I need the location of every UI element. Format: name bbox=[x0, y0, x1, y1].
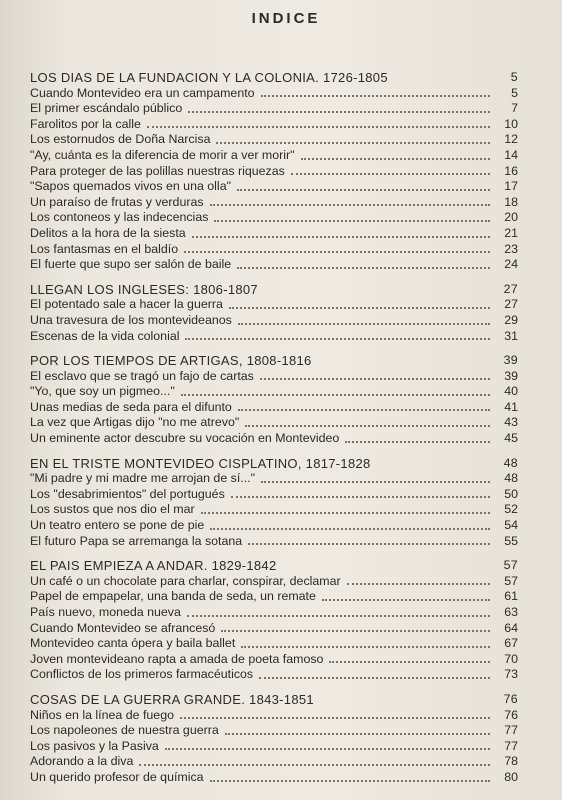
toc-entry-page-number: 50 bbox=[504, 486, 518, 501]
dot-leader bbox=[184, 251, 490, 253]
dot-leader bbox=[238, 409, 490, 411]
toc-section bbox=[30, 282, 518, 344]
toc-entry-page-number: 80 bbox=[504, 769, 518, 784]
toc-entry bbox=[30, 605, 518, 621]
toc-entry-title: "Sapos quemados vivos en una olla" bbox=[30, 179, 231, 194]
toc-entry-page-number: 64 bbox=[504, 620, 518, 635]
dot-leader bbox=[347, 583, 490, 585]
dot-leader bbox=[185, 338, 490, 340]
toc-entry bbox=[30, 636, 518, 652]
toc-entry-page-number: 24 bbox=[504, 257, 518, 272]
toc-entry bbox=[30, 86, 518, 102]
toc-entry-title: Adorando a la diva bbox=[30, 754, 134, 769]
toc-entry-page-number: 18 bbox=[504, 194, 518, 209]
dot-leader bbox=[322, 599, 490, 601]
toc-entry bbox=[30, 708, 518, 724]
section-heading bbox=[30, 353, 518, 369]
dot-leader bbox=[147, 126, 490, 128]
dot-leader bbox=[210, 204, 490, 206]
toc-entry-page-number: 43 bbox=[504, 415, 518, 430]
dot-leader bbox=[245, 425, 490, 427]
toc-section bbox=[30, 558, 518, 683]
toc-entry bbox=[30, 242, 518, 258]
toc-entry-title: Cuando Montevideo se afrancesó bbox=[30, 620, 216, 635]
toc-entry-page-number: 48 bbox=[504, 471, 518, 486]
toc-entry-page-number: 23 bbox=[504, 241, 518, 256]
toc-entry bbox=[30, 329, 518, 345]
toc-entry bbox=[30, 723, 518, 739]
toc-entry-title: Montevideo canta ópera y baila ballet bbox=[30, 636, 236, 651]
toc-entry-title: Una travesura de los montevideanos bbox=[30, 312, 232, 327]
toc-entry-title: La vez que Artigas dijo "no me atrevo" bbox=[30, 415, 240, 430]
section-heading-page-number: 76 bbox=[503, 691, 518, 706]
toc-entry bbox=[30, 179, 518, 195]
toc-entry-page-number: 70 bbox=[504, 651, 518, 666]
toc-entry bbox=[30, 132, 518, 148]
toc-entry-title: Cuando Montevideo era un campamento bbox=[30, 85, 255, 100]
section-heading-page-number: 27 bbox=[503, 281, 518, 296]
dot-leader bbox=[259, 677, 490, 679]
toc-entry bbox=[30, 502, 518, 518]
toc-entry-page-number: 17 bbox=[504, 179, 518, 194]
dot-leader bbox=[229, 307, 490, 309]
toc-entry-title: Los pasivos y la Pasiva bbox=[30, 738, 159, 753]
toc-entry-title: "Yo, que soy un pigmeo..." bbox=[30, 384, 175, 399]
toc-entry bbox=[30, 487, 518, 503]
toc-entry-page-number: 31 bbox=[504, 328, 518, 343]
page-title: INDICE bbox=[251, 10, 321, 27]
table-of-contents bbox=[30, 70, 518, 786]
toc-entry-page-number: 57 bbox=[504, 573, 518, 588]
toc-entry bbox=[30, 148, 518, 164]
toc-entry-page-number: 39 bbox=[504, 368, 518, 383]
section-heading-title: LOS DIAS DE LA FUNDACION Y LA COLONIA. 1726-1805 bbox=[30, 70, 388, 85]
toc-entry-title: Los fantasmas en el baldío bbox=[30, 241, 179, 256]
toc-entry-title: El primer escándalo público bbox=[30, 101, 183, 116]
toc-entry-title: Un teatro entero se pone de pie bbox=[30, 518, 205, 533]
section-heading-page-number: 48 bbox=[503, 455, 518, 470]
dot-leader bbox=[261, 481, 490, 483]
toc-entry bbox=[30, 384, 518, 400]
toc-entry-title: País nuevo, moneda nueva bbox=[30, 605, 181, 619]
toc-entry-page-number: 77 bbox=[504, 723, 518, 738]
toc-entry bbox=[30, 101, 518, 117]
dot-leader bbox=[248, 543, 490, 545]
toc-entry-title: Papel de empapelar, una banda de seda, un remate bbox=[30, 589, 316, 604]
toc-entry bbox=[30, 257, 518, 273]
toc-entry-title: Los estornudos de Doña Narcisa bbox=[30, 132, 211, 147]
toc-section bbox=[30, 692, 518, 786]
toc-entry-title: Un eminente actor descubre su vocación en Montevideo bbox=[30, 431, 340, 446]
section-heading bbox=[30, 282, 518, 298]
section-heading-title: EL PAIS EMPIEZA A ANDAR. 1829-1842 bbox=[30, 558, 277, 574]
toc-entry bbox=[30, 518, 518, 534]
dot-leader bbox=[139, 764, 490, 766]
toc-entry-title: Un café o un chocolate para charlar, conspirar, declamar bbox=[30, 573, 341, 588]
toc-entry-page-number: 52 bbox=[504, 502, 518, 517]
toc-entry-page-number: 54 bbox=[504, 518, 518, 533]
toc-entry-page-number: 20 bbox=[504, 210, 518, 225]
toc-entry bbox=[30, 415, 518, 431]
toc-entry bbox=[30, 431, 518, 447]
section-heading-title: POR LOS TIEMPOS DE ARTIGAS, 1808-1816 bbox=[30, 353, 312, 369]
toc-entry-title: Joven montevideano rapta a amada de poeta famoso bbox=[30, 651, 324, 666]
dot-leader bbox=[210, 780, 490, 782]
toc-entry-page-number: 27 bbox=[504, 297, 518, 312]
toc-entry bbox=[30, 195, 518, 211]
toc-section bbox=[30, 70, 518, 273]
section-heading-page-number: 5 bbox=[510, 70, 518, 84]
toc-entry bbox=[30, 534, 518, 550]
section-heading bbox=[30, 558, 518, 574]
toc-entry-page-number: 10 bbox=[504, 116, 518, 131]
dot-leader bbox=[192, 236, 490, 238]
toc-entry bbox=[30, 297, 518, 313]
dot-leader bbox=[165, 748, 490, 750]
toc-entry-title: El futuro Papa se arremanga la sotana bbox=[30, 533, 243, 548]
toc-entry-title: Los sustos que nos dio el mar bbox=[30, 502, 195, 517]
dot-leader bbox=[181, 394, 490, 396]
toc-entry-title: Unas medias de seda para el difunto bbox=[30, 399, 232, 414]
dot-leader bbox=[260, 378, 490, 380]
toc-entry bbox=[30, 770, 518, 786]
toc-entry bbox=[30, 313, 518, 329]
toc-entry bbox=[30, 621, 518, 637]
dot-leader bbox=[345, 441, 490, 443]
toc-entry-page-number: 14 bbox=[504, 147, 518, 162]
toc-entry-page-number: 63 bbox=[504, 605, 518, 619]
dot-leader bbox=[216, 142, 490, 144]
toc-entry bbox=[30, 400, 518, 416]
toc-entry-title: Escenas de la vida colonial bbox=[30, 328, 180, 343]
toc-section bbox=[30, 456, 518, 550]
section-heading-title: LLEGAN LOS INGLESES: 1806-1807 bbox=[30, 281, 258, 297]
dot-leader bbox=[180, 717, 490, 719]
toc-entry-title: Un querido profesor de química bbox=[30, 769, 204, 784]
toc-entry-page-number: 78 bbox=[504, 754, 518, 769]
toc-entry-title: Los napoleones de nuestra guerra bbox=[30, 723, 219, 738]
toc-entry-page-number: 61 bbox=[504, 589, 518, 604]
toc-entry-page-number: 77 bbox=[504, 738, 518, 753]
toc-entry bbox=[30, 210, 518, 226]
toc-entry-title: Farolitos por la calle bbox=[30, 116, 141, 131]
section-heading bbox=[30, 692, 518, 708]
toc-entry-title: El fuerte que supo ser salón de baile bbox=[30, 257, 232, 272]
toc-entry bbox=[30, 226, 518, 242]
toc-entry-page-number: 67 bbox=[504, 636, 518, 651]
toc-entry-page-number: 5 bbox=[511, 85, 518, 100]
dot-leader bbox=[301, 158, 490, 160]
toc-entry-title: Niños en la línea de fuego bbox=[30, 707, 174, 722]
toc-entry-page-number: 55 bbox=[504, 533, 518, 548]
toc-entry-page-number: 16 bbox=[504, 163, 518, 178]
toc-entry bbox=[30, 754, 518, 770]
toc-entry-title: Para proteger de las polillas nuestras riquezas bbox=[30, 163, 285, 178]
toc-entry-page-number: 45 bbox=[504, 431, 518, 446]
dot-leader bbox=[214, 220, 490, 222]
dot-leader bbox=[329, 661, 490, 663]
dot-leader bbox=[238, 323, 490, 325]
dot-leader bbox=[241, 646, 490, 648]
toc-entry-page-number: 76 bbox=[504, 707, 518, 722]
toc-entry-title: Los contoneos y las indecencias bbox=[30, 210, 209, 225]
toc-entry bbox=[30, 471, 518, 487]
toc-entry bbox=[30, 589, 518, 605]
toc-entry-title: Un paraíso de frutas y verduras bbox=[30, 194, 204, 209]
toc-entry bbox=[30, 739, 518, 755]
dot-leader bbox=[221, 630, 490, 632]
dot-leader bbox=[225, 733, 490, 735]
dot-leader bbox=[237, 189, 490, 191]
toc-entry-page-number: 7 bbox=[511, 101, 518, 116]
dot-leader bbox=[237, 267, 490, 269]
dot-leader bbox=[210, 528, 490, 530]
dot-leader bbox=[187, 615, 490, 617]
toc-entry bbox=[30, 164, 518, 180]
section-heading-title: EN EL TRISTE MONTEVIDEO CISPLATINO, 1817-1828 bbox=[30, 455, 371, 471]
toc-entry-page-number: 73 bbox=[504, 667, 518, 682]
dot-leader bbox=[261, 95, 490, 97]
toc-entry bbox=[30, 369, 518, 385]
toc-entry bbox=[30, 574, 518, 590]
toc-entry-title: Delitos a la hora de la siesta bbox=[30, 225, 186, 240]
dot-leader bbox=[188, 111, 490, 113]
toc-section bbox=[30, 353, 518, 447]
dot-leader bbox=[291, 173, 490, 175]
toc-entry-title: El potentado sale a hacer la guerra bbox=[30, 297, 223, 312]
toc-entry-title: Los "desabrimientos" del portugués bbox=[30, 486, 225, 501]
dot-leader bbox=[231, 496, 490, 498]
toc-entry-title: "Mi padre y mi madre me arrojan de sí..." bbox=[30, 471, 256, 486]
section-heading-page-number: 39 bbox=[503, 353, 518, 368]
section-heading bbox=[30, 70, 518, 86]
toc-entry-page-number: 21 bbox=[504, 225, 518, 240]
toc-entry bbox=[30, 652, 518, 668]
toc-entry-title: "Ay, cuánta es la diferencia de morir a ver morir" bbox=[30, 147, 295, 162]
dot-leader bbox=[201, 512, 490, 514]
toc-entry bbox=[30, 667, 518, 683]
section-heading bbox=[30, 456, 518, 472]
toc-entry-page-number: 40 bbox=[504, 384, 518, 399]
toc-entry-title: El esclavo que se tragó un fajo de cartas bbox=[30, 368, 254, 383]
toc-entry-page-number: 29 bbox=[504, 312, 518, 327]
toc-entry-page-number: 12 bbox=[504, 132, 518, 147]
section-heading-title: COSAS DE LA GUERRA GRANDE. 1843-1851 bbox=[30, 691, 314, 707]
section-heading-page-number: 57 bbox=[503, 558, 518, 573]
toc-entry-title: Conflictos de los primeros farmacéuticos bbox=[30, 667, 254, 682]
toc-entry bbox=[30, 117, 518, 133]
toc-entry-page-number: 41 bbox=[504, 399, 518, 414]
